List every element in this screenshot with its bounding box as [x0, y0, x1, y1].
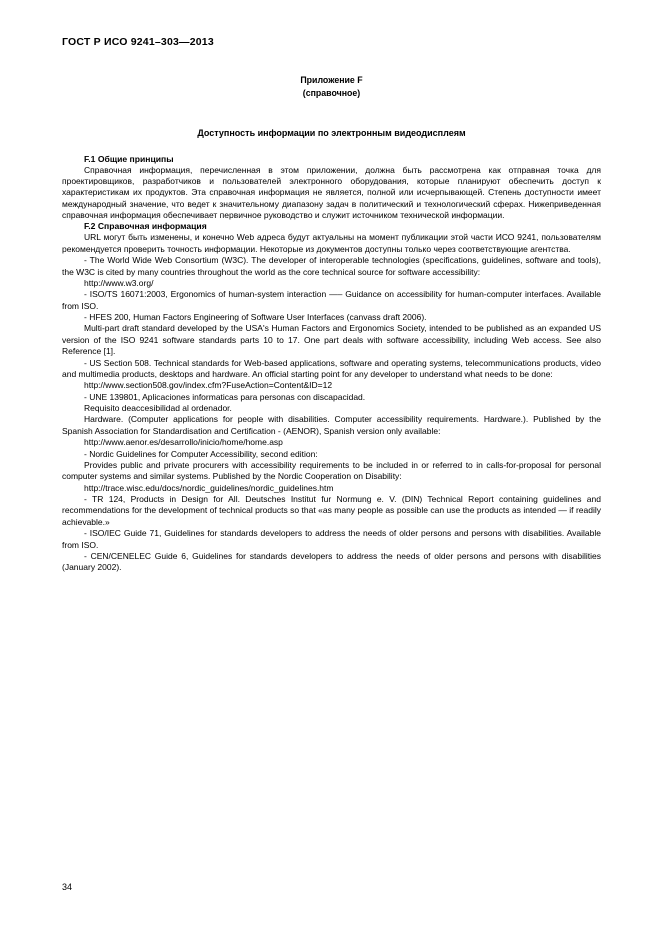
paragraph: Справочная информация, перечисленная в этом приложении, должна быть рассмотрена как отправная точка для проектировщиков, разработчиков и пользователей электронного оборудования, которые планируют обеспечить доступ к характеристикам их продуктов. Эта справочная информация не является, полной или исчерпывающей. Степень доступности имеет международный значение, что ведет к значительному диапазону задач в политический и технологический сферах. Нижеприведенная справочная информация обеспечивает первичное руководство и служит источником технической информации. — [62, 164, 601, 220]
paragraph: - Nordic Guidelines for Computer Accessibility, second edition: — [84, 448, 318, 459]
paragraph: Multi-part draft standard developed by the USA's Human Factors and Ergonomics Society, intended to be published as an expanded US version of the ISO 9241 software standards parts 10 to 17. One part deals with software accessibility, including Web access. See also Reference [1]. — [62, 323, 601, 357]
annex-label: Приложение F — [300, 75, 363, 85]
paragraph: - ISO/IEC Guide 71, Guidelines for standards developers to address the needs of older persons and persons with disabilities. Available from ISO. — [62, 528, 601, 550]
paragraph: - TR 124, Products in Design for All. Deutsches Institut fur Normung e. V. (DIN) Technical Report containing guidelines and recommendations for the development of technical products so that «as many people as possible can use the products as intended — if readily achievable.» — [62, 494, 601, 527]
reference-url[interactable]: http://www.w3.org/ — [84, 277, 154, 288]
reference-url[interactable]: http://trace.wisc.edu/docs/nordic_guidelines/nordic_guidelines.htm — [84, 482, 334, 493]
paragraph: Requisito deaccesibilidad al ordenador. — [84, 403, 232, 413]
paragraph: - CEN/CENELEC Guide 6, Guidelines for standards developers to address the needs of older persons and persons with disabilities (January 2002). — [62, 550, 601, 573]
section-heading-f1: F.1 Общие принципы — [84, 153, 174, 164]
paragraph: - ISO/TS 16071:2003, Ergonomics of human-system interaction —– Guidance on accessibility for human-computer interfaces. Available from ISO. — [62, 289, 601, 311]
annex-kind: (справочное) — [302, 87, 361, 98]
paragraph: Hardware. (Computer applications for people with disabilities. Computer accessibility requirements. Hardware.). Published by the Spanish Association for Standardisation and Certification - (AENOR), Spanish version only available: — [62, 414, 601, 436]
page-number: 34 — [62, 882, 73, 892]
paragraph: - The World Wide Web Consortium (W3C). The developer of interoperable technologies (specifications, guidelines, software and tools), the W3C is cited by many countries throughout the world as the core technical source for software accessibility: — [62, 255, 601, 277]
section-heading-f2: F.2 Справочная информация — [84, 221, 207, 232]
paragraph: - US Section 508. Technical standards for Web-based applications, software and operating systems, telecommunications products, video and multimedia products, desktops and hardware. An official starting point for any developer to understand what needs to be done: — [62, 357, 601, 379]
reference-url[interactable]: http://www.aenor.es/desarrollo/inicio/home/home.asp — [84, 437, 283, 448]
reference-url[interactable]: http://www.section508.gov/index.cfm?FuseAction=Content&ID=12 — [84, 380, 333, 391]
paragraph: - UNE 139801, Aplicaciones informaticas para personas con discapacidad. — [84, 391, 366, 402]
paragraph: - HFES 200, Human Factors Engineering of Software User Interfaces (canvass draft 2006). — [84, 312, 427, 322]
paragraph: URL могут быть изменены, и конечно Web адреса будут актуальны на момент публикации этой части ИСО 9241, пользователям рекомендуется проверить точность информации. Некоторые из документов доступны только через соответствующие агентства. — [62, 232, 601, 254]
annex-heading — [62, 74, 601, 100]
page-title: Доступность информации по электронным видеодисплеям — [197, 127, 466, 138]
paragraph: Provides public and private procurers with accessibility requirements to be included in or referred to in calls-for-proposal for personal computer systems and similar systems. Published by the Nordic Cooperation on Disability: — [62, 459, 601, 482]
standard-header: ГОСТ Р ИСО 9241–303—2013 — [62, 36, 214, 48]
